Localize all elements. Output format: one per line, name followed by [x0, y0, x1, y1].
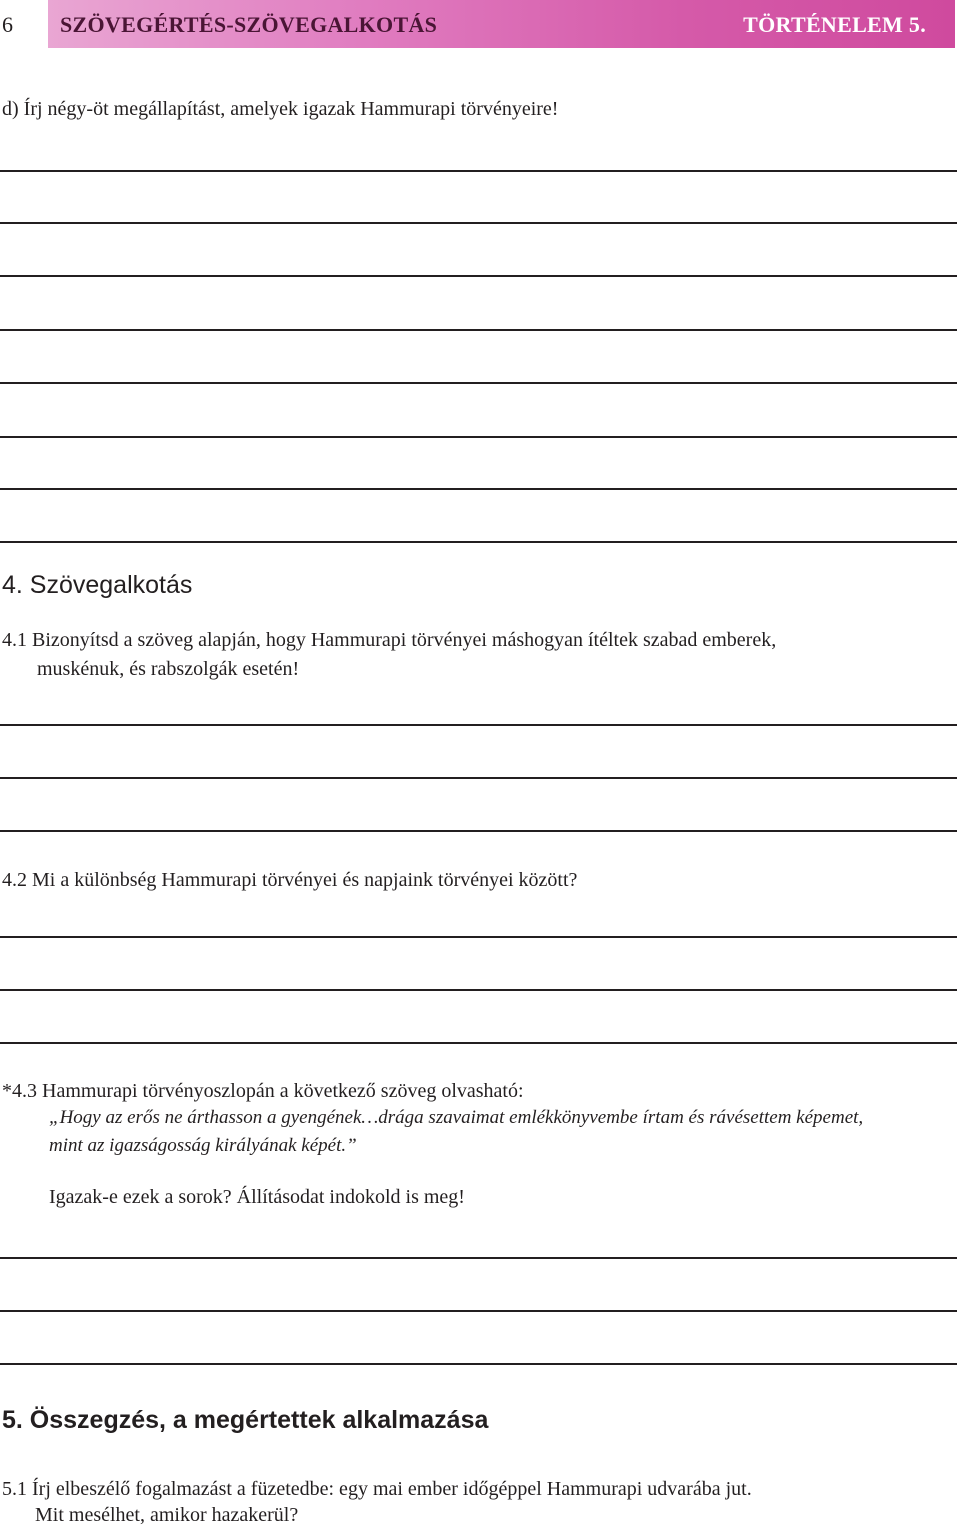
- answer-line[interactable]: [0, 382, 957, 384]
- answer-line[interactable]: [0, 830, 957, 832]
- answer-line[interactable]: [0, 436, 957, 438]
- answer-line[interactable]: [0, 1042, 957, 1044]
- answer-line[interactable]: [0, 936, 957, 938]
- page-number: 6: [2, 12, 13, 37]
- question-4-1-line2: muskénuk, és rabszolgák esetén!: [37, 658, 300, 680]
- header-subject-title: SZÖVEGÉRTÉS-SZÖVEGALKOTÁS: [60, 12, 438, 37]
- header-course-title: TÖRTÉNELEM 5.: [743, 12, 926, 37]
- answer-line[interactable]: [0, 724, 957, 726]
- answer-line[interactable]: [0, 1257, 957, 1259]
- answer-line[interactable]: [0, 989, 957, 991]
- question-4-2: 4.2 Mi a különbség Hammurapi törvényei és napjaink törvényei között?: [2, 869, 578, 891]
- answer-line[interactable]: [0, 488, 957, 490]
- answer-line[interactable]: [0, 777, 957, 779]
- question-4-3-question: Igazak-e ezek a sorok? Állításodat indokold is meg!: [49, 1186, 465, 1208]
- answer-line[interactable]: [0, 170, 957, 172]
- answer-line[interactable]: [0, 1310, 957, 1312]
- section-4-title: 4. Szövegalkotás: [2, 571, 193, 599]
- question-5-1-line1: 5.1 Írj elbeszélő fogalmazást a füzetedbe: egy mai ember időgéppel Hammurapi udvarába jut.: [2, 1478, 752, 1500]
- question-4-3-intro: *4.3 Hammurapi törvényoszlopán a következő szöveg olvasható:: [2, 1080, 524, 1102]
- answer-line[interactable]: [0, 329, 957, 331]
- question-4-1-line1: 4.1 Bizonyítsd a szöveg alapján, hogy Hammurapi törvényei máshogyan ítéltek szabad emberek,: [2, 629, 777, 651]
- answer-line[interactable]: [0, 222, 957, 224]
- question-4-3-quote-line1: „Hogy az erős ne árthasson a gyengének…drága szavaimat emlékkönyvembe írtam és rávésettem képemet,: [49, 1107, 864, 1128]
- question-5-1-line2: Mit mesélhet, amikor hazakerül?: [35, 1504, 299, 1526]
- answer-line[interactable]: [0, 1363, 957, 1365]
- section-5-title: 5. Összegzés, a megértettek alkalmazása: [2, 1406, 489, 1434]
- answer-line[interactable]: [0, 275, 957, 277]
- question-4-3-quote-line2: mint az igazságosság királyának képét.”: [49, 1135, 357, 1156]
- answer-line[interactable]: [0, 541, 957, 543]
- task-d-prompt: d) Írj négy-öt megállapítást, amelyek igazak Hammurapi törvényeire!: [2, 98, 559, 120]
